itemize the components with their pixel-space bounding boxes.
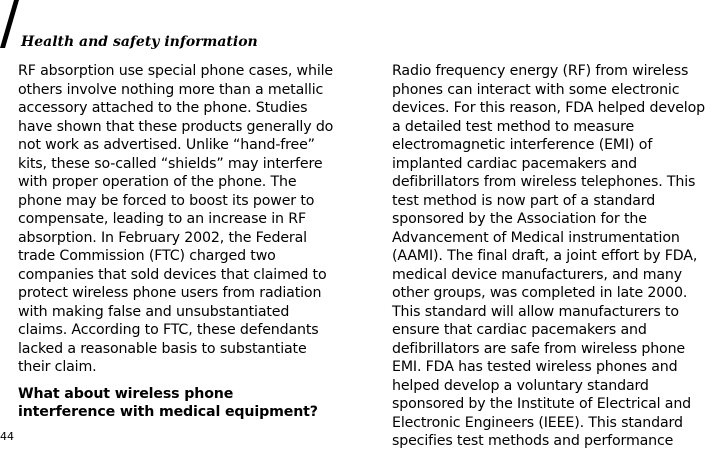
right-column [392,62,722,451]
page-number: 44 [0,430,14,443]
section-heading: What about wireless phone interference with medical equipment? [18,385,318,420]
section-title: Health and safety information [21,34,258,50]
right-body-paragraph: Radio frequency energy (RF) from wireless phones can interact with some electronic devices. For this reason, FDA helped develop a detailed test method to measure electromagnetic interference (EMI) of implanted cardiac pacemakers and defibrillators from wireless telephones. This test method is now part of a standard sponsored by the Association for the Advancement of Medical instrumentation (AAMI). The final draft, a joint effort by FDA, medical device manufacturers, and many other groups, was completed in late 2000. This standard will allow manufacturers to ensure that cardiac pacemakers and defibrillators are safe from wireless phone EMI. FDA has tested wireless phones and helped develop a voluntary standard sponsored by the Institute of Electrical and Electronic Engineers (IEEE). This standard specifies test methods and performance [392,63,705,449]
left-body-paragraph: RF absorption use special phone cases, while others involve nothing more than a metallic accessory attached to the phone. Studies have shown that these products generally do not work as advertised. Unlike “hand-free” kits, these so-called “shields” may interfere with proper operation of the phone. The phone may be forced to boost its power to compensate, leading to an increase in RF absorption. In February 2002, the Federal trade Commission (FTC) charged two companies that sold devices that claimed to protect wireless phone users from radiation with making false and unsubstantiated claims. According to FTC, these defendants lacked a reasonable basis to substantiate their claim. [18,63,334,375]
left-column [18,62,358,422]
header-accent-bar [0,0,20,48]
